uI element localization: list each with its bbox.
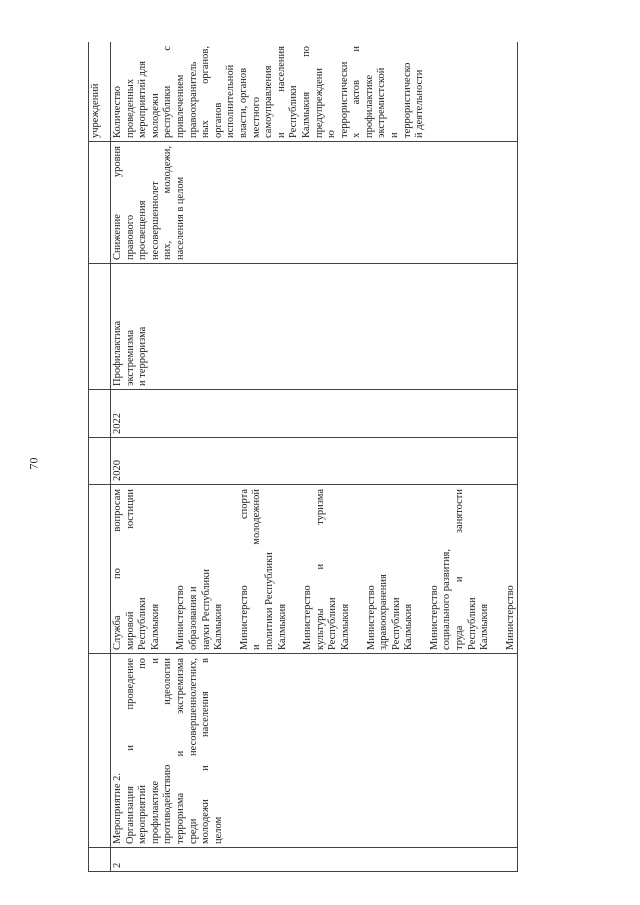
row-number: 2: [112, 862, 123, 868]
indicator-line: молодежи: [149, 93, 161, 138]
indicator-line: проведенных: [124, 78, 136, 138]
activity-line: Мероприятие 2.: [112, 772, 123, 844]
indicator-line: террористическо: [401, 62, 413, 138]
executor-line: Министерство: [504, 585, 516, 650]
indicator-line: предупреждени: [313, 67, 325, 138]
result-line: правового: [124, 214, 136, 260]
indicator-line: Республики: [288, 85, 300, 138]
result-line: просвещения: [137, 200, 149, 260]
indicator-line: и: [389, 132, 401, 138]
executor-line: Министерство: [428, 585, 440, 650]
executor-line: Калмыкия: [149, 603, 161, 650]
indicator-line: профилактике: [363, 74, 375, 138]
executor-line: Калмыкия: [479, 603, 491, 650]
indicator-line: республики с: [162, 46, 174, 138]
indicator-line: самоуправления: [263, 65, 275, 138]
indicator-line: й деятельности: [414, 69, 426, 138]
executor-line: здравоохранения: [378, 574, 390, 650]
indicator-line: террористически: [338, 61, 350, 138]
activity-line: противодействию идеологии: [162, 658, 174, 844]
result-line: Снижение уровня: [112, 146, 123, 260]
start-year-cell: 2020: [112, 460, 123, 481]
measures-table: [88, 42, 518, 872]
indicator-line: правоохранитель: [187, 61, 199, 138]
direction-cell: [110, 264, 517, 390]
executor-line: Министерство: [365, 585, 377, 650]
header-institutions-tail: учреждений: [90, 83, 101, 138]
indicator-line: экстремистской: [376, 67, 388, 138]
direction-line: Профилактика экстремизма: [112, 320, 136, 386]
executor-line: Министерство спорта: [238, 489, 250, 650]
indicator-line: Количество: [112, 85, 123, 138]
indicator-line: мероприятий для: [137, 61, 149, 138]
executor-line: науки Республики: [200, 568, 212, 650]
indicator-line: ю: [326, 130, 338, 138]
indicator-line: х актов и: [351, 46, 363, 138]
executor-line: Калмыкия: [213, 603, 225, 650]
executor-line: культуры и туризма: [314, 489, 326, 650]
executor-line: Калмыкия: [403, 603, 415, 650]
executors-cell: [110, 485, 517, 654]
executor-line: Республики: [466, 597, 478, 650]
executor-line: Республики: [390, 597, 402, 650]
executor-line: социального развития,: [441, 548, 453, 650]
executor-line: Министерство: [175, 585, 187, 650]
page-number: 70: [26, 457, 41, 470]
activity-line: среди несовершеннолетних,: [187, 658, 199, 844]
indicator-line: исполнительной: [225, 64, 237, 138]
executor-line: Министерство: [302, 585, 314, 650]
indicator-line: ных органов,: [200, 46, 212, 138]
indicator-cell: [110, 42, 517, 142]
activity-line: профилактике и: [149, 658, 161, 844]
indicator-line: Калмыкия по: [300, 46, 312, 138]
indicator-line: привлечением: [174, 74, 186, 138]
result-line: несовершеннолет: [149, 181, 161, 260]
table-border-left: [88, 42, 89, 872]
result-line: них, молодежи,: [162, 146, 174, 260]
result-line: населения в целом: [174, 176, 186, 260]
activity-line: терроризма и экстремизма: [174, 658, 186, 844]
indicator-line: органов: [212, 102, 224, 138]
executor-line: образования и: [187, 586, 199, 650]
activity-line: целом: [212, 816, 224, 844]
executor-line: политики Республики: [263, 552, 275, 650]
activity-line: Организация и проведение: [124, 658, 136, 844]
result-cell: [110, 142, 517, 264]
executor-line: Служба по вопросам: [112, 489, 123, 650]
executor-line: Калмыкия: [339, 603, 351, 650]
direction-line: и терроризма: [137, 326, 149, 386]
executor-line: Республики: [327, 597, 339, 650]
indicator-line: власти, органов: [237, 67, 249, 138]
executor-line: труда и занятости: [454, 489, 466, 650]
activity-cell: [110, 654, 517, 848]
executor-line: и молодежной: [251, 489, 263, 650]
end-year-cell: 2022: [112, 413, 123, 434]
executor-line: Калмыкия: [276, 603, 288, 650]
table-border-right: [517, 42, 518, 872]
activity-line: молодежи и населения в: [200, 658, 212, 844]
executor-line: Республики: [137, 597, 149, 650]
activity-line: мероприятий по: [137, 658, 149, 844]
indicator-line: и населения: [275, 46, 287, 138]
executor-line: мировой юстиции: [124, 489, 136, 650]
indicator-line: местного: [250, 97, 262, 138]
